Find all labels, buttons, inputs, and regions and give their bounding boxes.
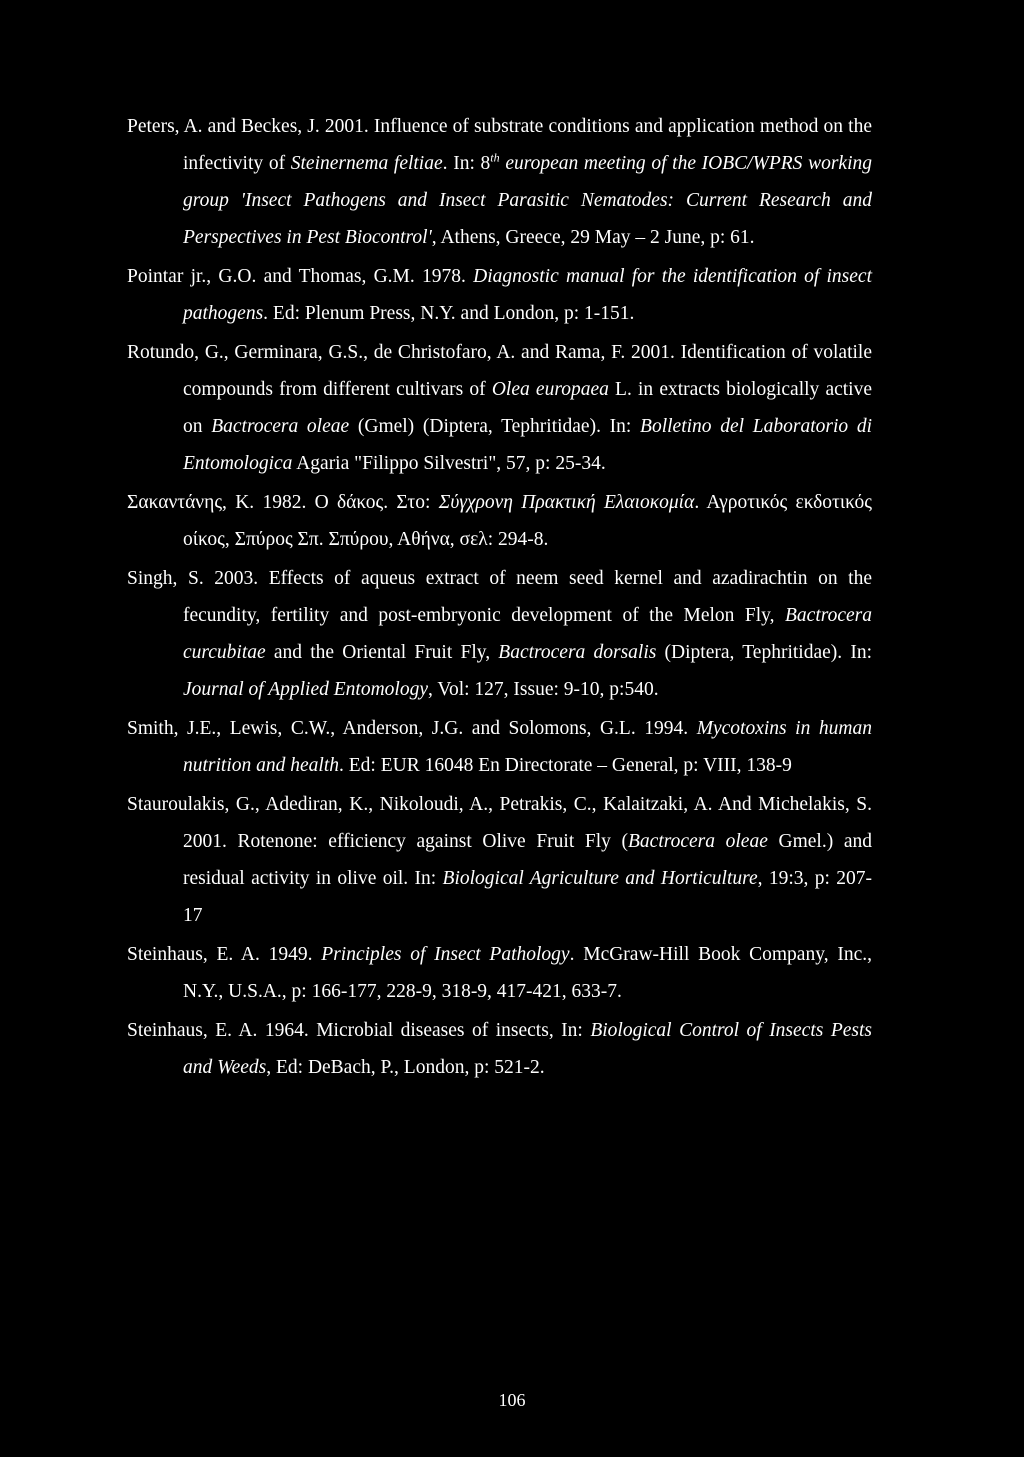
reference-italic-text: Diagnostic manual for the identification of insect pathogens (183, 266, 872, 324)
reference-text: (Diptera, Tephritidae). In: (656, 642, 872, 663)
reference-text: L. in extracts biologically active on (183, 379, 872, 437)
reference-text: Gmel.) and residual activity in olive oil. In: (183, 831, 872, 889)
reference-italic-text: Bactrocera oleae (211, 416, 350, 437)
reference-entry (127, 108, 872, 256)
reference-italic-text: european meeting of the IOBC/WPRS working group 'Insect Pathogens and Insect Parasitic Nematodes: Current Research and Perspectives in Pest Biocontrol' (183, 153, 873, 248)
reference-entry (127, 710, 872, 784)
reference-italic-text: Bolletino del Laboratorio di Entomologica (183, 416, 873, 474)
reference-italic-text: Principles of Insect Pathology (321, 944, 570, 965)
reference-italic-text: Biological Control of Insects Pests and Weeds (183, 1020, 872, 1078)
reference-entry (127, 936, 872, 1010)
reference-text: Steinhaus, E. A. 1964. Microbial diseases of insects, In: (127, 1020, 591, 1041)
reference-italic-text: Journal of Applied Entomology (183, 679, 428, 700)
page-number: 106 (498, 1390, 526, 1410)
reference-text: Rotundo, G., Germinara, G.S., de Christofaro, A. and Rama, F. 2001. Identification of volatile compounds from different cultivars of (127, 342, 872, 400)
reference-text: . Ed: EUR 16048 En Directorate – General, p: VIII, 138-9 (339, 755, 792, 776)
reference-text: , 19:3, p: 207-17 (183, 868, 872, 926)
reference-text: Agaria "Filippo Silvestri", 57, p: 25-34. (292, 453, 606, 474)
reference-italic-text: Σύγχρονη Πρακτική Ελαιοκομία (438, 492, 695, 513)
reference-entry (127, 258, 872, 332)
reference-italic-text: Bactrocera curcubitae (183, 605, 872, 663)
reference-italic-text: Steinernema feltiae (290, 153, 443, 174)
reference-text: Steinhaus, E. A. 1949. (127, 944, 322, 965)
reference-entry (127, 560, 872, 708)
reference-text: . McGraw-Hill Book Company, Inc., N.Y., U.S.A., p: 166-177, 228-9, 318-9, 417-421, 633-7. (183, 944, 872, 1002)
reference-list (127, 108, 872, 1088)
reference-text: . Ed: Plenum Press, N.Y. and London, p: 1-151. (263, 303, 635, 324)
reference-text: Singh, S. 2003. Effects of aqueus extract of neem seed kernel and azadirachtin on the fecundity, fertility and post-embryonic development of the Melon Fly, (127, 568, 872, 626)
reference-text: Σακαντάνης, Κ. 1982. Ο δάκος. Στο: (127, 492, 439, 513)
reference-text: . In: 8 (442, 153, 491, 174)
reference-entry (127, 484, 872, 558)
reference-text: and the Oriental Fruit Fly, (265, 642, 499, 663)
reference-italic-text: th (490, 150, 500, 165)
reference-text: . Αγροτικός εκδοτικός οίκος, Σπύρος Σπ. Σπύρου, Αθήνα, σελ: 294-8. (183, 492, 872, 550)
reference-text: Peters, A. and Beckes, J. 2001. Influence of substrate conditions and application method on the infectivity of (127, 116, 872, 174)
reference-entry (127, 786, 872, 934)
reference-entry (127, 1012, 872, 1086)
reference-italic-text: Biological Agriculture and Horticulture (442, 868, 758, 889)
reference-text: Smith, J.E., Lewis, C.W., Anderson, J.G. and Solomons, G.L. 1994. (127, 718, 697, 739)
reference-entry (127, 334, 872, 482)
reference-text: (Gmel) (Diptera, Tephritidae). In: (349, 416, 641, 437)
reference-text: Pointar jr., G.O. and Thomas, G.M. 1978. (127, 266, 474, 287)
reference-text: , Athens, Greece, 29 May – 2 June, p: 61. (431, 227, 755, 248)
reference-italic-text: Mycotoxins in human nutrition and health (183, 718, 872, 776)
reference-italic-text: Olea europaea (491, 379, 609, 400)
reference-text: , Ed: DeBach, P., London, p: 521-2. (266, 1057, 545, 1078)
reference-text: Stauroulakis, G., Adediran, K., Nikoloudi, A., Petrakis, C., Kalaitzaki, A. And Michelakis, S. 2001. Rotenone: efficiency against Olive Fruit Fly ( (127, 794, 872, 852)
reference-italic-text: Bactrocera dorsalis (498, 642, 657, 663)
reference-text: , Vol: 127, Issue: 9-10, p:540. (428, 679, 659, 700)
reference-italic-text: Bactrocera oleae (628, 831, 768, 852)
